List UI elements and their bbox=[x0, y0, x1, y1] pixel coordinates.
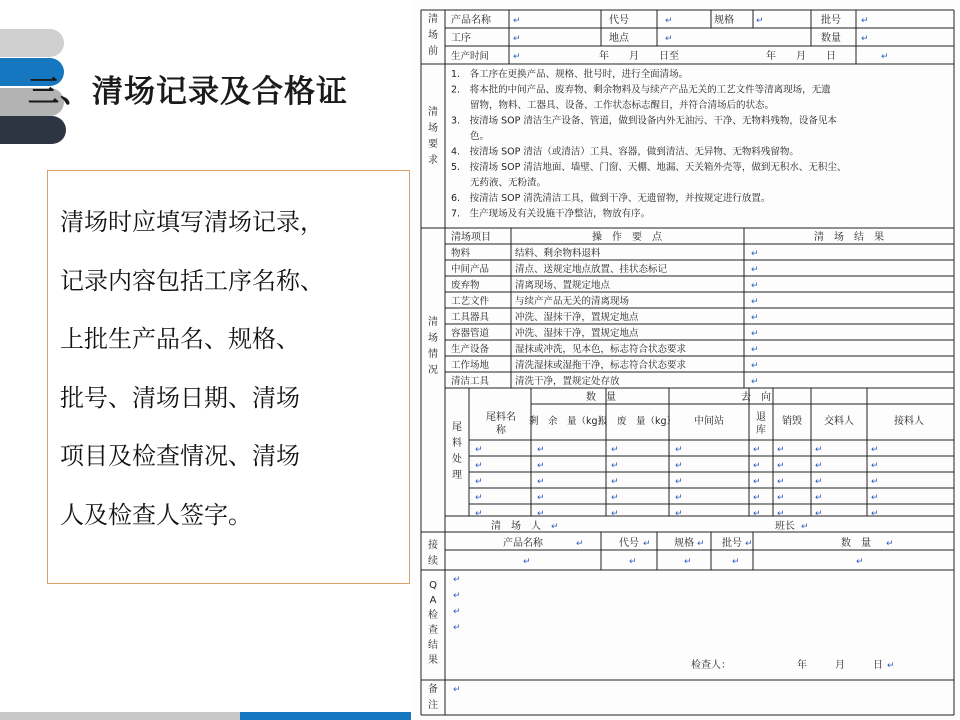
status-header-result: 清 场 结 果 bbox=[814, 232, 884, 243]
tail-header-quantity: 数 量 bbox=[586, 392, 616, 403]
header-product-name: 产品名称 bbox=[451, 15, 491, 26]
requirement-line: 4. 按清场 SOP 清洁（或清洁）工具、容器，做到清洁、无异物、无物料残留物。 bbox=[451, 146, 799, 158]
tail-header-name: 尾料名 bbox=[486, 412, 516, 423]
section-label-qa: 查 bbox=[428, 625, 438, 636]
tail-header-receiver: 接料人 bbox=[894, 416, 924, 427]
status-row-item: 物料 bbox=[451, 248, 471, 259]
section-label-qa: 果 bbox=[428, 655, 438, 666]
paragraph-mark: ↵ bbox=[513, 16, 521, 26]
section-label-qa: 结 bbox=[428, 640, 438, 651]
header-process: 工序 bbox=[451, 33, 471, 44]
paragraph-mark: ↵ bbox=[745, 539, 753, 549]
paragraph-mark: ↵ bbox=[611, 509, 619, 519]
requirement-line: 5. 按清场 SOP 清洁地面、墙壁、门窗、天棚、地漏、天关箱外壳等，做到无积水、无积尘、 bbox=[451, 162, 847, 173]
paragraph-mark: ↵ bbox=[815, 461, 823, 471]
section-label-tail: 尾 bbox=[452, 422, 462, 433]
paragraph-mark: ↵ bbox=[537, 493, 545, 503]
tail-header-scrap: 报 废 量（kg） bbox=[597, 416, 677, 427]
paragraph-mark: ↵ bbox=[871, 461, 879, 471]
paragraph-mark: ↵ bbox=[475, 477, 483, 487]
header-time-to: 年 月 日 bbox=[766, 51, 836, 62]
handover-code: 代号 bbox=[619, 538, 639, 549]
requirement-line: 3. 按清场 SOP 清洁生产设备、管道，做到设备内外无油污、干净、无物料残物，设备见本 bbox=[451, 115, 837, 127]
status-row-item: 工作场地 bbox=[451, 360, 490, 371]
section-label-tail: 料 bbox=[452, 438, 462, 449]
paragraph-mark: ↵ bbox=[753, 461, 761, 471]
header-time-from: 年 月 日至 bbox=[599, 51, 679, 62]
paragraph-mark: ↵ bbox=[751, 345, 759, 355]
paragraph-mark: ↵ bbox=[643, 539, 651, 549]
paragraph-mark: ↵ bbox=[886, 539, 894, 549]
section-label-status: 清 bbox=[428, 317, 438, 328]
section-label-requirements: 求 bbox=[428, 155, 438, 166]
section-label-tail: 理 bbox=[452, 470, 462, 481]
section-label-requirements: 场 bbox=[428, 123, 438, 134]
paragraph-mark: ↵ bbox=[537, 477, 545, 487]
tail-header-giver: 交料人 bbox=[824, 416, 854, 427]
status-row-points: 结料、剩余物料退料 bbox=[515, 248, 601, 259]
status-row-item: 废弃物 bbox=[451, 280, 480, 291]
status-row-points: 清离现场、置规定地点 bbox=[515, 280, 611, 291]
paragraph-mark: ↵ bbox=[453, 623, 461, 633]
paragraph-mark: ↵ bbox=[887, 661, 895, 671]
footer-bar-blue bbox=[240, 712, 420, 720]
status-row-item: 容器管道 bbox=[451, 328, 490, 339]
paragraph-mark: ↵ bbox=[753, 493, 761, 503]
paragraph-mark: ↵ bbox=[675, 461, 683, 471]
paragraph-mark: ↵ bbox=[475, 445, 483, 455]
status-row-item: 工具器具 bbox=[451, 312, 490, 323]
paragraph-mark: ↵ bbox=[881, 52, 889, 62]
section-label-tail: 处 bbox=[452, 454, 462, 465]
paragraph-mark: ↵ bbox=[861, 16, 869, 26]
requirement-line: 色。 bbox=[451, 131, 490, 142]
paragraph-mark: ↵ bbox=[815, 445, 823, 455]
section-label-status: 况 bbox=[428, 365, 438, 376]
qa-month: 月 bbox=[835, 660, 845, 671]
paragraph-mark: ↵ bbox=[777, 509, 785, 519]
paragraph-mark: ↵ bbox=[611, 477, 619, 487]
requirement-line: 无药液、无粉渣。 bbox=[451, 177, 547, 189]
section-label-before: 场 bbox=[428, 30, 438, 41]
status-row-points: 清点、送规定地点放置、挂状态标记 bbox=[515, 264, 668, 275]
qa-day: 日 bbox=[873, 660, 883, 671]
paragraph-mark: ↵ bbox=[475, 509, 483, 519]
paragraph-mark: ↵ bbox=[537, 461, 545, 471]
section-label-requirements: 要 bbox=[428, 139, 438, 150]
leader-label: 班长 bbox=[775, 521, 795, 532]
slide-title: 三、清场记录及合格证 bbox=[28, 74, 348, 110]
header-code: 代号 bbox=[609, 15, 629, 26]
section-label-requirements: 清 bbox=[428, 107, 438, 118]
section-label-remarks: 注 bbox=[428, 700, 438, 711]
section-label-status: 情 bbox=[428, 349, 438, 360]
paragraph-mark: ↵ bbox=[665, 34, 673, 44]
tail-header-destroy: 销毁 bbox=[782, 416, 802, 427]
footer-bar-gray bbox=[0, 712, 240, 720]
paragraph-mark: ↵ bbox=[753, 445, 761, 455]
paragraph-mark: ↵ bbox=[611, 493, 619, 503]
header-batch: 批号 bbox=[821, 15, 841, 26]
tail-header-warehouse-2: 库 bbox=[756, 425, 766, 436]
paragraph-mark: ↵ bbox=[751, 249, 759, 259]
cleaning-record-form bbox=[411, 0, 960, 720]
status-row-item: 中间产品 bbox=[451, 264, 490, 275]
section-label-before: 清 bbox=[428, 14, 438, 25]
section-label-handover: 接 bbox=[428, 540, 438, 551]
paragraph-mark: ↵ bbox=[697, 539, 705, 549]
handover-quantity: 数 量 bbox=[841, 538, 871, 549]
status-row-points: 冲洗、湿抹干净，置规定地点 bbox=[515, 328, 639, 339]
paragraph-mark: ↵ bbox=[475, 461, 483, 471]
header-quantity: 数量 bbox=[821, 33, 841, 44]
paragraph-mark: ↵ bbox=[675, 509, 683, 519]
requirement-line: 7. 生产现场及有关设施干净整洁，物放有序。 bbox=[451, 208, 651, 220]
section-label-qa: 检 bbox=[428, 610, 438, 621]
status-row-points: 冲洗、湿抹干净，置规定地点 bbox=[515, 312, 639, 323]
paragraph-mark: ↵ bbox=[537, 445, 545, 455]
paragraph-mark: ↵ bbox=[856, 557, 864, 567]
paragraph-mark: ↵ bbox=[871, 509, 879, 519]
status-row-points: 与续产产品无关的清离现场 bbox=[515, 296, 630, 307]
status-row-item: 工艺文件 bbox=[451, 296, 490, 307]
tail-header-warehouse: 退 bbox=[756, 412, 766, 423]
tail-header-destination: 去 向 bbox=[741, 392, 771, 403]
paragraph-mark: ↵ bbox=[815, 493, 823, 503]
header-spec: 规格 bbox=[714, 15, 734, 26]
paragraph-mark: ↵ bbox=[675, 477, 683, 487]
paragraph-mark: ↵ bbox=[684, 557, 692, 567]
qa-year: 年 bbox=[797, 660, 807, 671]
paragraph-mark: ↵ bbox=[871, 493, 879, 503]
text-box bbox=[47, 170, 410, 584]
paragraph-mark: ↵ bbox=[777, 493, 785, 503]
paragraph-mark: ↵ bbox=[751, 313, 759, 323]
paragraph-mark: ↵ bbox=[751, 265, 759, 275]
paragraph-mark: ↵ bbox=[551, 522, 559, 532]
paragraph-mark: ↵ bbox=[753, 509, 761, 519]
paragraph-mark: ↵ bbox=[453, 575, 461, 585]
paragraph-mark: ↵ bbox=[475, 493, 483, 503]
decor-bar-gray bbox=[0, 29, 64, 57]
paragraph-mark: ↵ bbox=[513, 52, 521, 62]
status-header-points: 操 作 要 点 bbox=[592, 232, 662, 243]
paragraph-mark: ↵ bbox=[523, 557, 531, 567]
cleaner-label: 清 场 人 bbox=[491, 521, 541, 532]
body-text: 清场时应填写清场记录， 记录内容包括工序名称、 上批生产品名、规格、 批号、清场日期、清场 项目及检查情况、清场 人及检查人签字。 bbox=[60, 208, 324, 529]
paragraph-mark: ↵ bbox=[611, 445, 619, 455]
status-row-points: 湿抹或冲洗，见本色，标志符合状态要求 bbox=[515, 344, 687, 355]
paragraph-mark: ↵ bbox=[751, 281, 759, 291]
paragraph-mark: ↵ bbox=[611, 461, 619, 471]
paragraph-mark: ↵ bbox=[453, 607, 461, 617]
decor-bar-dark bbox=[0, 116, 66, 144]
section-label-qa: A bbox=[429, 595, 437, 606]
paragraph-mark: ↵ bbox=[751, 377, 759, 387]
paragraph-mark: ↵ bbox=[513, 34, 521, 44]
header-production-time: 生产时间 bbox=[451, 51, 490, 62]
paragraph-mark: ↵ bbox=[861, 34, 869, 44]
qa-inspector: 检查人： bbox=[691, 660, 731, 671]
requirement-line: 留物，物料、工器具、设备、工作状态标志醒目，并符合清场后的状态。 bbox=[451, 100, 775, 111]
status-row-points: 清洗干净，置规定处存放 bbox=[515, 376, 620, 387]
section-label-handover: 续 bbox=[428, 556, 438, 567]
paragraph-mark: ↵ bbox=[815, 477, 823, 487]
tail-header-remaining: 剩 余 量（kg） bbox=[528, 416, 608, 427]
paragraph-mark: ↵ bbox=[665, 16, 673, 26]
paragraph-mark: ↵ bbox=[753, 477, 761, 487]
paragraph-mark: ↵ bbox=[537, 509, 545, 519]
paragraph-mark: ↵ bbox=[732, 557, 740, 567]
paragraph-mark: ↵ bbox=[675, 445, 683, 455]
handover-batch: 批号 bbox=[722, 538, 742, 549]
handover-spec: 规格 bbox=[674, 538, 694, 549]
tail-header-name-2: 称 bbox=[496, 425, 506, 436]
paragraph-mark: ↵ bbox=[777, 477, 785, 487]
paragraph-mark: ↵ bbox=[751, 361, 759, 371]
section-label-qa: Q bbox=[429, 580, 437, 591]
header-location: 地点 bbox=[609, 33, 629, 44]
handover-product-name: 产品名称 bbox=[503, 538, 543, 549]
paragraph-mark: ↵ bbox=[576, 539, 584, 549]
paragraph-mark: ↵ bbox=[453, 685, 461, 695]
table-texts bbox=[428, 12, 924, 711]
paragraph-mark: ↵ bbox=[871, 445, 879, 455]
paragraph-mark: ↵ bbox=[777, 445, 785, 455]
status-row-points: 清洗湿抹或湿拖干净，标志符合状态要求 bbox=[515, 360, 687, 371]
paragraph-mark: ↵ bbox=[629, 557, 637, 567]
form-table bbox=[411, 0, 960, 720]
requirement-line: 6. 按清洁 SOP 清洗清洁工具，做到干净、无遗留物，并按规定进行放置。 bbox=[451, 193, 771, 204]
requirement-line: 2. 将本批的中间产品、废弃物、剩余物料及与续产产品无关的工艺文件等清离现场，无遗 bbox=[451, 84, 831, 96]
section-label-before: 前 bbox=[428, 46, 438, 57]
paragraph-mark: ↵ bbox=[777, 461, 785, 471]
status-row-item: 清洁工具 bbox=[451, 376, 490, 387]
status-row-item: 生产设备 bbox=[451, 344, 490, 355]
paragraph-mark: ↵ bbox=[751, 329, 759, 339]
paragraph-mark: ↵ bbox=[453, 591, 461, 601]
paragraph-mark: ↵ bbox=[801, 522, 809, 532]
status-header-item: 清场项目 bbox=[451, 232, 491, 243]
paragraph-mark: ↵ bbox=[871, 477, 879, 487]
section-label-remarks: 备 bbox=[428, 684, 438, 695]
paragraph-mark: ↵ bbox=[751, 297, 759, 307]
tail-header-intermediate: 中间站 bbox=[694, 416, 724, 427]
requirement-line: 1. 各工序在更换产品、规格、批号时，进行全面清场。 bbox=[451, 69, 689, 80]
section-label-status: 场 bbox=[428, 333, 438, 344]
paragraph-mark: ↵ bbox=[815, 509, 823, 519]
paragraph-mark: ↵ bbox=[675, 493, 683, 503]
paragraph-mark: ↵ bbox=[756, 16, 764, 26]
